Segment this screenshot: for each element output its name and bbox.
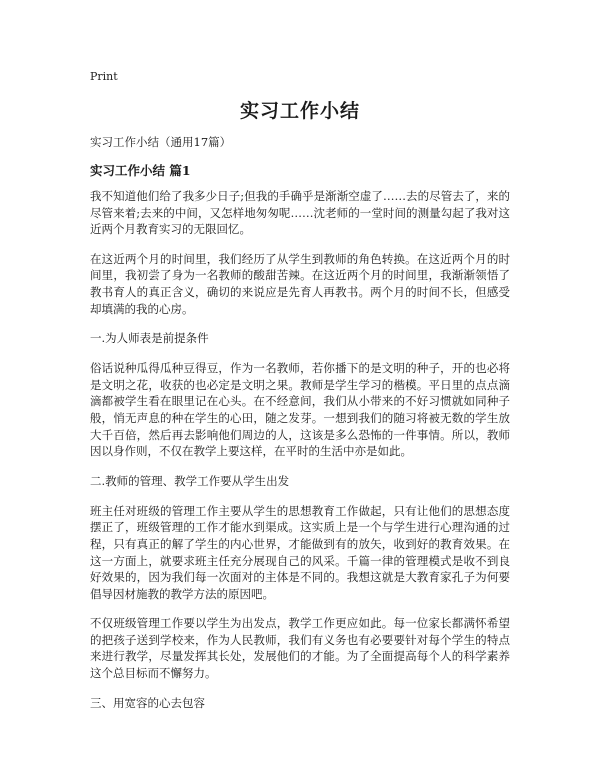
paragraph-intro: 我不知道他们给了我多少日子;但我的手确乎是渐渐空虚了……去的尽管去了，来的尽管来着;去来的中间，又怎样地匆匆呢……沈老师的一堂时间的测量勾起了我对这近两个月教育实习的无限回忆。	[90, 189, 510, 237]
paragraph-role-change: 在这近两个月的时间里，我们经历了从学生到教师的角色转换。在这近两个月的时间里，我初尝了身为一名教师的酸甜苦辣。在这近两个月的时间里，我渐渐领悟了教书育人的真正含义，确切的来说应是先育人再教书。两个月的时间不长，但感受却填满的我的心房。	[90, 251, 510, 316]
point-heading-3: 三、用宽容的心去包容	[90, 695, 205, 710]
paragraph-role-model: 俗话说种瓜得瓜种豆得豆，作为一名教师，若你播下的是文明的种子，开的也必将是文明之花，收获的也必定是文明之果。教师是学生学习的楷模。平日里的点点滴滴都被学生看在眼里记在心头。在不经意间，我们从小带来的不好习惯就如同种子般，悄无声息的种在学生的心田，随之发芽。一想到我们的随习将被无数的学生放大千百倍，然后再去影响他们周边的人，这该是多么恐怖的一件事情。所以，教师因以身作则，不仅在教学上要这样，在平时的生活中亦是如此。	[90, 361, 510, 459]
paragraph-class-management: 班主任对班级的管理工作主要从学生的思想教育工作做起，只有让他们的思想态度摆正了，班级管理的工作才能水到渠成。这实质上是一个与学生进行心理沟通的过程，只有真正的解了学生的内心世界，才能做到有的放矢，收到好的教育效果。在这一方面上，就要求班主任充分展现自己的风采。千篇一律的管理模式是收不到良好效果的，因为我们每一次面对的主体是不同的。我想这就是大教育家孔子为何要倡导因材施教的教学方法的原因吧。	[90, 503, 510, 601]
document-title: 实习工作小结	[239, 100, 360, 122]
section-heading: 实习工作小结 篇1	[90, 163, 191, 178]
point-heading-2: 二.教师的管理、教学工作要从学生出发	[90, 473, 290, 488]
point-heading-1: 一.为人师表是前提条件	[90, 331, 209, 346]
document-subtitle: 实习工作小结（通用17篇）	[90, 135, 232, 149]
print-label[interactable]: Print	[90, 70, 118, 83]
paragraph-teaching: 不仅班级管理工作要以学生为出发点，教学工作更应如此。每一位家长都满怀希望的把孩子送到学校来，作为人民教师，我们有义务也有必要要针对每个学生的特点来进行教学，尽量发挥其长处，发展他们的才能。为了全面提高每个人的科学素养这个总目标而不懈努力。	[90, 616, 510, 681]
